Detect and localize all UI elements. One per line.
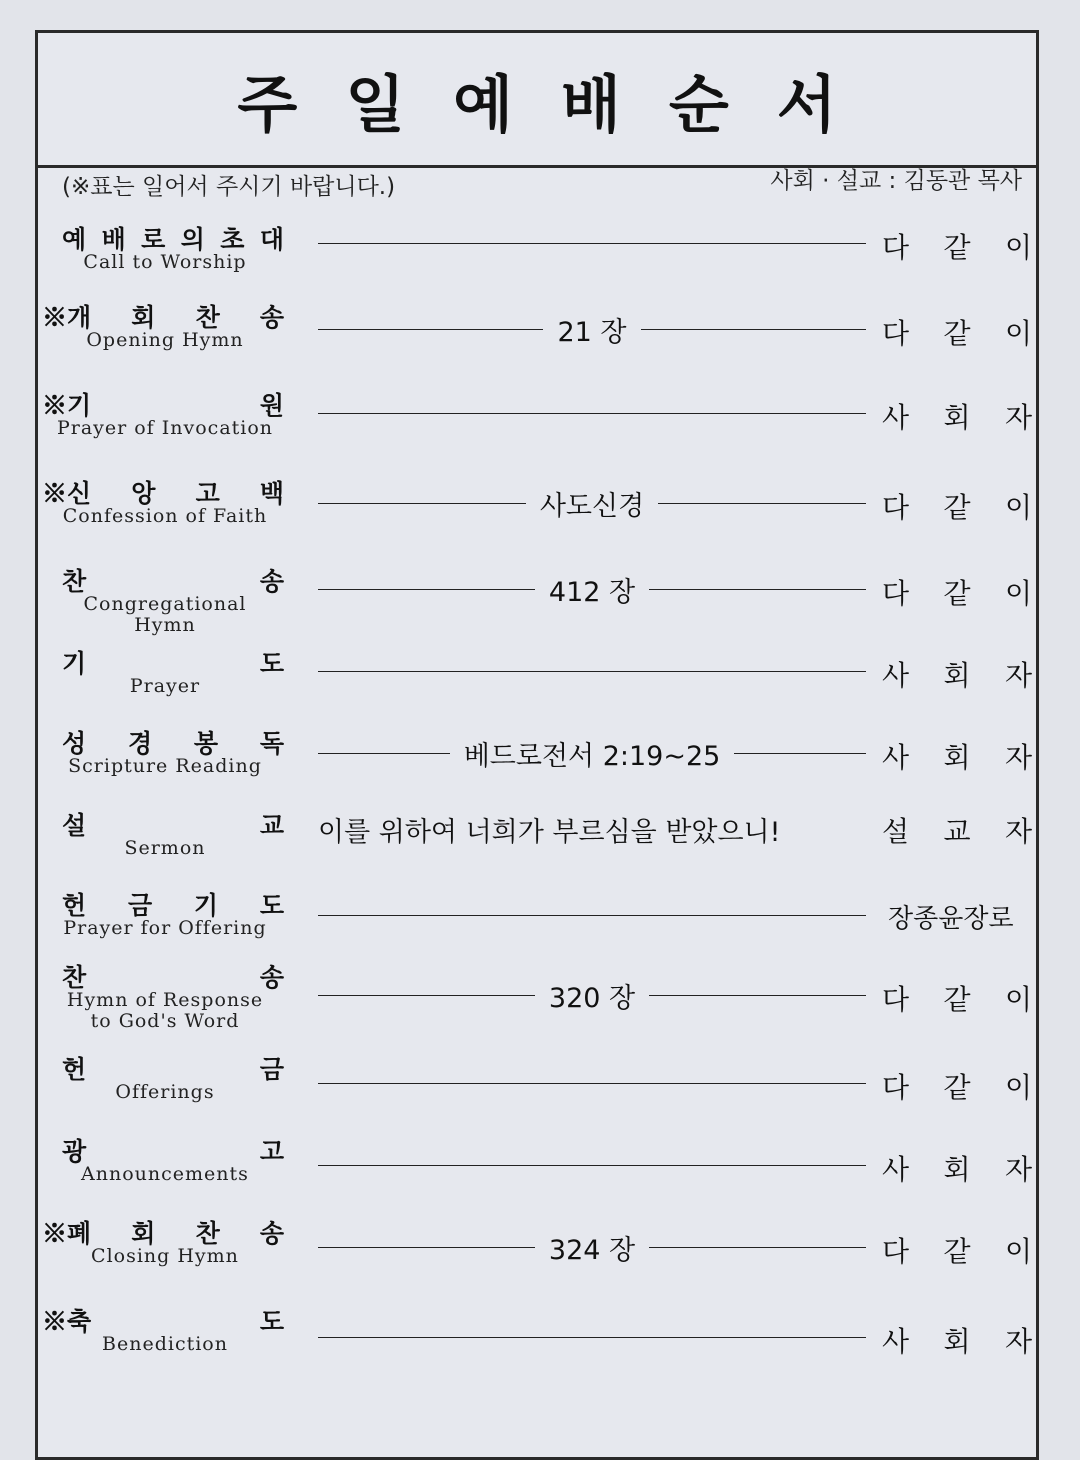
- korean-char: 송: [259, 1219, 284, 1248]
- item-detail: 324 장: [548, 1234, 636, 1266]
- item-english-name: [50, 418, 280, 439]
- rule-segment: [649, 1247, 866, 1248]
- english-line: Prayer for Offering: [63, 917, 267, 939]
- korean-char: 예: [62, 225, 87, 254]
- leader-dots-line: [318, 978, 866, 1012]
- rule-segment: [641, 329, 866, 330]
- item-responsible: [882, 1230, 1032, 1270]
- korean-char: 독: [259, 729, 284, 758]
- korean-char: 의: [180, 225, 205, 254]
- responsible-char: 사: [882, 401, 910, 434]
- korean-char: 원: [259, 391, 284, 420]
- responsible-char: 자: [1004, 1153, 1032, 1186]
- item-responsible: [882, 572, 1032, 612]
- korean-char: 찬: [62, 963, 87, 992]
- responsible-char: 이: [1004, 317, 1032, 350]
- korean-char: 도: [259, 1307, 284, 1336]
- responsible-char: 사: [882, 1325, 910, 1358]
- item-english-name: [50, 756, 280, 777]
- korean-char: 찬: [195, 1219, 220, 1248]
- item-english-name: [50, 594, 280, 636]
- responsible-char: 다: [882, 1071, 910, 1104]
- leader-line: 사회 · 설교 : 김동관 목사: [770, 168, 1022, 194]
- responsible-char: 자: [1004, 401, 1032, 434]
- korean-char: 회: [131, 1219, 156, 1248]
- korean-char: 송: [259, 567, 284, 596]
- item-detail: 412 장: [548, 576, 636, 608]
- responsible-char: 같: [943, 577, 971, 610]
- responsible-char: 회: [943, 1325, 971, 1358]
- english-line: Opening Hymn: [86, 329, 244, 351]
- responsible-char: 같: [943, 983, 971, 1016]
- korean-char: 고: [195, 479, 220, 508]
- item-english-name: [50, 990, 280, 1032]
- item-responsible: [882, 978, 1032, 1018]
- english-line: Prayer: [129, 675, 201, 697]
- korean-char: 금: [259, 1055, 284, 1084]
- rule-segment: [318, 1337, 866, 1338]
- korean-char: ※폐: [42, 1219, 92, 1248]
- english-line: Benediction: [102, 1333, 228, 1355]
- responsible-char: 같: [943, 1235, 971, 1268]
- responsible-char: 다: [882, 577, 910, 610]
- korean-char: 백: [259, 479, 284, 508]
- korean-char: 고: [259, 1137, 284, 1166]
- item-responsible: [882, 1066, 1032, 1106]
- responsible-char: 다: [882, 231, 910, 264]
- item-english-name: [50, 838, 280, 859]
- leader-dots-line: [318, 1230, 866, 1264]
- item-detail: 베드로전서 2:19~25: [463, 740, 721, 772]
- korean-char: 찬: [62, 567, 87, 596]
- korean-char: 헌: [62, 1055, 87, 1084]
- english-line: Call to Worship: [83, 251, 247, 273]
- responsible-char: 사: [882, 659, 910, 692]
- responsible-char: 사: [882, 741, 910, 774]
- leader-dots-line: [318, 736, 866, 770]
- responsible-char: 자: [1004, 741, 1032, 774]
- item-english-name: [50, 676, 280, 697]
- responsible-char: 다: [882, 1235, 910, 1268]
- english-line: Hymn of Response: [66, 989, 264, 1011]
- responsible-char: 자: [1004, 1325, 1032, 1358]
- item-english-name: [50, 1334, 280, 1355]
- item-responsible: [882, 736, 1032, 776]
- responsible-char: 이: [1004, 231, 1032, 264]
- english-line: Offerings: [115, 1081, 215, 1103]
- responsible-char: 이: [1004, 577, 1032, 610]
- korean-char: 로: [141, 225, 166, 254]
- rule-segment: [658, 503, 866, 504]
- responsible-char: 자: [1004, 659, 1032, 692]
- korean-char: ※기: [42, 391, 92, 420]
- responsible-char: 같: [943, 317, 971, 350]
- rule-segment: [649, 589, 866, 590]
- responsible-char: 다: [882, 983, 910, 1016]
- korean-char: 경: [127, 729, 153, 758]
- english-line: Congregational Hymn: [83, 593, 247, 636]
- responsible-char: 장종윤장로: [888, 904, 1014, 934]
- item-english-name: [50, 1082, 280, 1103]
- rule-segment: [318, 243, 866, 244]
- korean-char: 찬: [195, 303, 220, 332]
- item-responsible: [882, 654, 1032, 694]
- rule-segment: [734, 753, 866, 754]
- responsible-char: 회: [943, 401, 971, 434]
- responsible-char: 이: [1004, 1235, 1032, 1268]
- rule-segment: [318, 413, 866, 414]
- item-responsible: [882, 312, 1032, 352]
- korean-char: 도: [259, 891, 284, 920]
- item-english-name: [50, 918, 280, 939]
- item-english-name: [50, 252, 280, 273]
- rule-segment: [318, 671, 866, 672]
- responsible-char: 다: [882, 491, 910, 524]
- responsible-char: 자: [1004, 815, 1032, 848]
- korean-char: 설: [62, 811, 87, 840]
- korean-char: 앙: [131, 479, 156, 508]
- rule-segment: [318, 995, 535, 996]
- item-responsible: [882, 810, 1032, 850]
- responsible-char: 이: [1004, 491, 1032, 524]
- item-english-name: [50, 1164, 280, 1185]
- korean-char: 교: [259, 811, 284, 840]
- item-english-name: [50, 330, 280, 351]
- rule-segment: [318, 1083, 866, 1084]
- rule-segment: [318, 1165, 866, 1166]
- english-line: Confession of Faith: [62, 505, 268, 527]
- rule-segment: [318, 503, 526, 504]
- korean-char: 송: [259, 963, 284, 992]
- english-line: to God's Word: [90, 1010, 240, 1032]
- item-responsible: [882, 396, 1032, 436]
- responsible-char: 회: [943, 659, 971, 692]
- korean-char: 초: [220, 225, 245, 254]
- standing-note: (※표는 일어서 주시기 바랍니다.): [62, 174, 396, 200]
- item-english-name: [50, 1246, 280, 1267]
- english-line: Prayer of Invocation: [56, 417, 274, 439]
- korean-char: 기: [193, 891, 219, 920]
- korean-char: ※신: [42, 479, 92, 508]
- responsible-char: 다: [882, 317, 910, 350]
- item-detail: 21 장: [557, 316, 627, 348]
- responsible-char: 이: [1004, 1071, 1032, 1104]
- item-detail: 사도신경: [539, 490, 645, 522]
- item-responsible: [882, 1320, 1032, 1360]
- english-line: Announcements: [81, 1163, 249, 1185]
- page-title: 주일예배순서: [237, 67, 885, 141]
- rule-segment: [649, 995, 866, 996]
- rule-segment: [318, 329, 543, 330]
- leader-dots-line: [318, 226, 866, 260]
- responsible-char: 사: [882, 1153, 910, 1186]
- english-line: Closing Hymn: [91, 1245, 239, 1267]
- item-responsible: [882, 226, 1032, 266]
- leader-dots-line: [318, 654, 866, 688]
- responsible-char: 설: [882, 815, 910, 848]
- responsible-char: 같: [943, 491, 971, 524]
- item-responsible: [882, 1148, 1032, 1188]
- korean-char: 대: [259, 225, 284, 254]
- korean-char: ※개: [42, 303, 92, 332]
- leader-dots-line: [318, 1066, 866, 1100]
- item-responsible: [882, 486, 1032, 526]
- rule-segment: [318, 753, 450, 754]
- leader-dots-line: [318, 572, 866, 606]
- english-line: Scripture Reading: [68, 755, 262, 777]
- korean-char: 봉: [193, 729, 219, 758]
- leader-dots-line: [318, 312, 866, 346]
- item-responsible: [888, 898, 1040, 935]
- responsible-char: 교: [943, 815, 971, 848]
- responsible-char: 같: [943, 231, 971, 264]
- leader-dots-line: [318, 396, 866, 430]
- korean-char: 기: [62, 649, 87, 678]
- leader-dots-line: [318, 1148, 866, 1182]
- title-box: [38, 33, 1036, 168]
- rule-segment: [318, 915, 866, 916]
- korean-char: ※축: [42, 1307, 92, 1336]
- korean-char: 도: [259, 649, 284, 678]
- korean-char: 헌: [62, 891, 87, 920]
- korean-char: 송: [259, 303, 284, 332]
- korean-char: 금: [127, 891, 153, 920]
- responsible-char: 이: [1004, 983, 1032, 1016]
- leader-dots-line: [318, 486, 866, 520]
- sermon-title: 이를 위하여 너희가 부르심을 받았으니!: [318, 817, 781, 848]
- item-detail: 320 장: [548, 982, 636, 1014]
- rule-segment: [318, 1247, 535, 1248]
- korean-char: 성: [62, 729, 87, 758]
- korean-char: 광: [62, 1137, 87, 1166]
- korean-char: 배: [101, 225, 126, 254]
- responsible-char: 회: [943, 741, 971, 774]
- leader-dots-line: [318, 898, 866, 932]
- korean-char: 회: [131, 303, 156, 332]
- leader-dots-line: [318, 1320, 866, 1354]
- responsible-char: 같: [943, 1071, 971, 1104]
- english-line: Sermon: [124, 837, 206, 859]
- item-english-name: [50, 506, 280, 527]
- rule-segment: [318, 589, 535, 590]
- responsible-char: 회: [943, 1153, 971, 1186]
